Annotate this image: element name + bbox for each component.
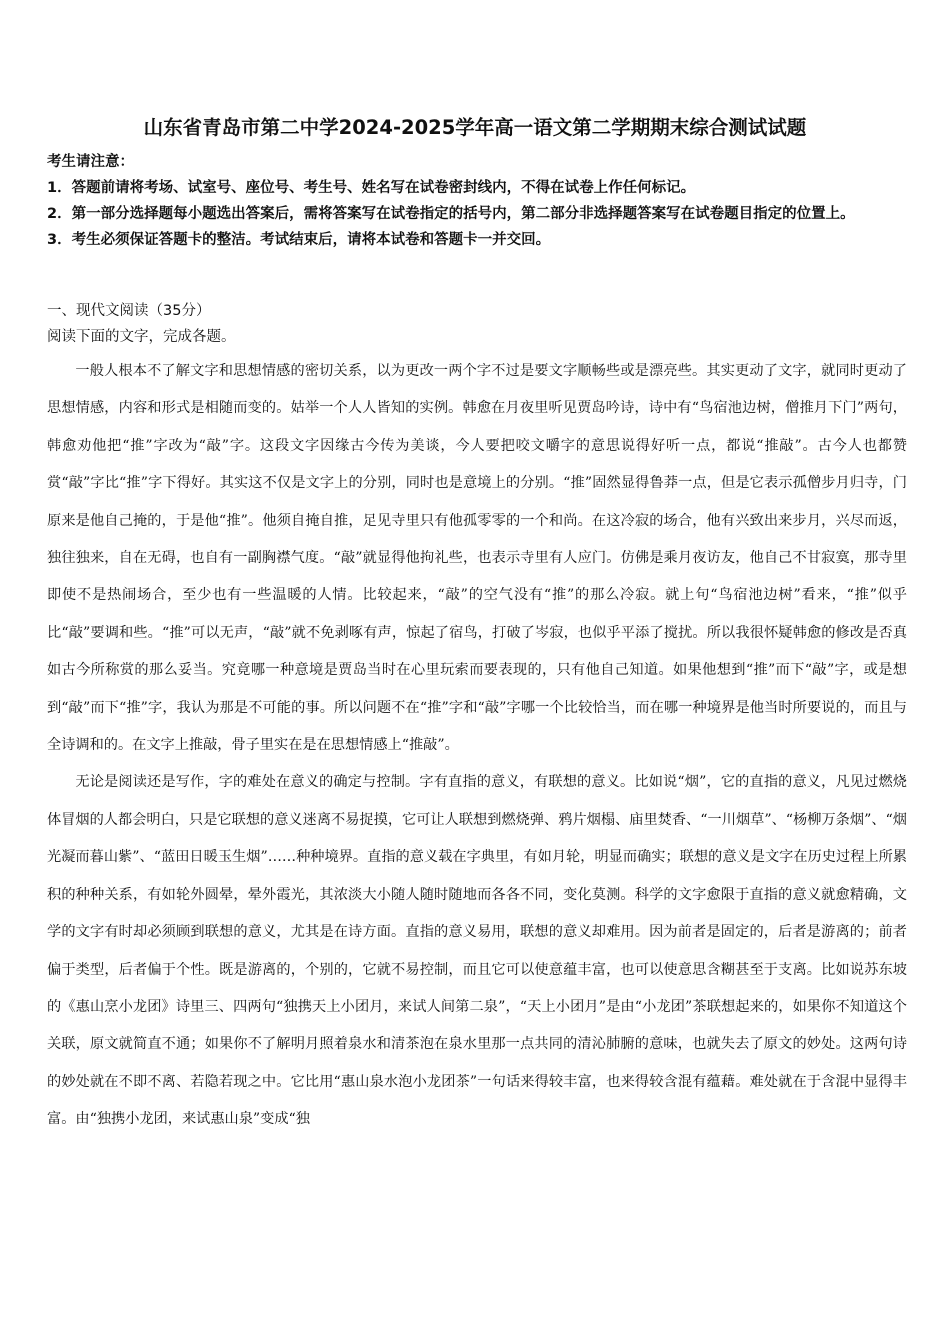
notice-item-2: 2．第一部分选择题每小题选出答案后，需将答案写在试卷指定的括号内，第二部分非选择题答案写在试卷题目指定的位置上。 [47,206,855,222]
candidate-notice [47,149,907,253]
notice-item-1: 1．答题前请将考场、试室号、座位号、考生号、姓名写在试卷密封线内，不得在试卷上作任何标记。 [47,180,696,196]
section-instruction: 阅读下面的文字，完成各题。 [47,329,236,345]
passage-paragraph-1: 一般人根本不了解文字和思想情感的密切关系，以为更改一两个字不过是要文字顺畅些或是漂亮些。其实更动了文字，就同时更动了思想情感，内容和形式是相随而变的。姑举一个人人皆知的实例。韩愈在月夜里听见贾岛吟诗，诗中有“鸟宿池边树，僧推月下门”两句，韩愈劝他把“推”字改为“敲”字。这段文字因缘古今传为美谈，今人要把咬文嚼字的意思说得好听一点，都说“推敲”。古今人也都赞赏“敲”字比“推”字下得好。其实这不仅是文字上的分别，同时也是意境上的分别。“推”固然显得鲁莽一点，但是它表示孤僧步月归寺，门原来是他自己掩的，于是他“推”。他须自掩自推，足见寺里只有他孤零零的一个和尚。在这冷寂的场合，他有兴致出来步月，兴尽而返，独往独来，自在无碍，也自有一副胸襟气度。“敲”就显得他拘礼些，也表示寺里有人应门。仿佛是乘月夜访友，他自己不甘寂寞，那寺里即使不是热闹场合，至少也有一些温暖的人情。比较起来，“敲”的空气没有“推”的那么冷寂。就上句“鸟宿池边树”看来，“推”似乎比“敲”要调和些。“推”可以无声，“敲”就不免剥啄有声，惊起了宿鸟，打破了岑寂，也似乎平添了搅扰。所以我很怀疑韩愈的修改是否真如古今所称赏的那么妥当。究竟哪一种意境是贾岛当时在心里玩索而要表现的，只有他自己知道。如果他想到“推”而下“敲”字，或是想到“敲”而下“推”字，我认为那是不可能的事。所以问题不在“推”字和“敲”字哪一个比较恰当，而在哪一种境界是他当时所要说的，而且与全诗调和的。在文字上推敲，骨子里实在是在思想情感上“推敲”。 [47,363,907,754]
notice-item-3: 3．考生必须保证答题卡的整洁。考试结束后，请将本试卷和答题卡一并交回。 [47,232,551,248]
exam-title: 山东省青岛市第二中学2024-2025学年高一语文第二学期期末综合测试试题 [143,116,807,139]
notice-heading: 考生请注意： [47,154,134,170]
passage-paragraph-2: 无论是阅读还是写作，字的难处在意义的确定与控制。字有直指的意义，有联想的意义。比如说“烟”，它的直指的意义，凡见过燃烧体冒烟的人都会明白，只是它联想的意义迷离不易捉摸，它可让人联想到燃烧弹、鸦片烟榻、庙里焚香、“一川烟草”、“杨柳万条烟”、“烟光凝而暮山紫”、“蓝田日暖玉生烟”……种种境界。直指的意义载在字典里，有如月轮，明显而确实；联想的意义是文字在历史过程上所累积的种种关系，有如轮外圆晕，晕外霞光，其浓淡大小随人随时随地而各各不同，变化莫测。科学的文字愈限于直指的意义就愈精确，文学的文字有时却必须顾到联想的意义，尤其是在诗方面。直指的意义易用，联想的意义却难用。因为前者是固定的，后者是游离的；前者偏于类型，后者偏于个性。既是游离的，个别的，它就不易控制，而且它可以使意蕴丰富，也可以使意思含糊甚至于支离。比如说苏东坡的《惠山烹小龙团》诗里三、四两句“独携天上小团月，来试人间第二泉”，“天上小团月”是由“小龙团”茶联想起来的，如果你不知道这个关联，原文就简直不通；如果你不了解明月照着泉水和清茶泡在泉水里那一点共同的清沁肺腑的意味，也就失去了原文的妙处。这两句诗的妙处就在不即不离、若隐若现之中。它比用“惠山泉水泡小龙团茶”一句话来得较丰富，也来得较含混有蕴藉。难处就在于含混中显得丰富。由“独携小龙团，来试惠山泉”变成“独 [47,774,907,1128]
reading-passage [47,353,907,1139]
section-heading: 一、现代文阅读（35分） [47,303,211,319]
